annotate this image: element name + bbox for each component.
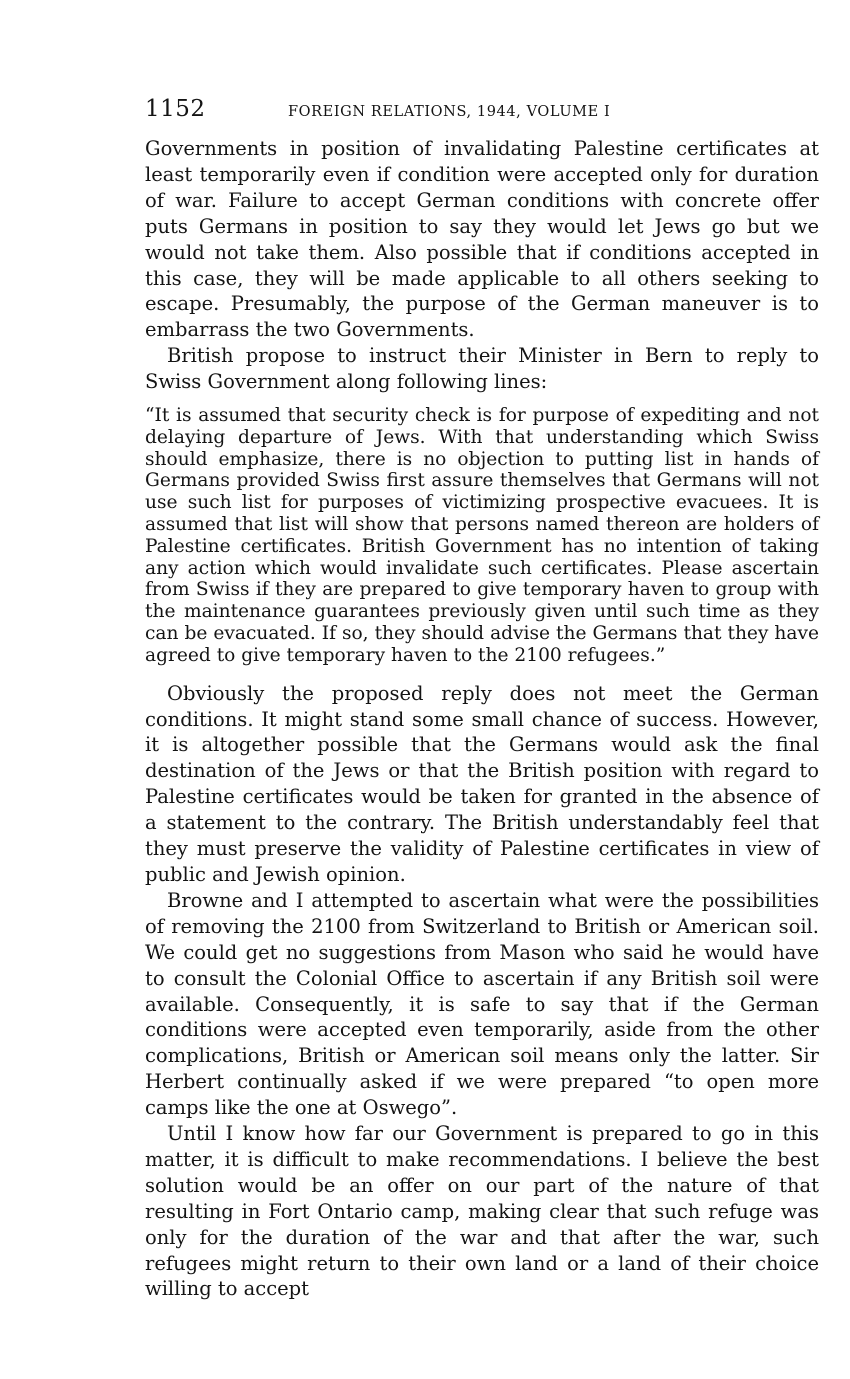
paragraph-recommendation: Until I know how far our Government is prepared to go in this matter, it is difficult to make recommendations. I believe the best solution would be an offer on our part of the nature of that resulting in Fort Ontario camp, making clear that such refuge was only for the duration of the war and that after the war, such refugees might return to their own land or a land of their choice willing to accept (145, 1122, 819, 1301)
paragraph-british-proposal: British propose to instruct their Minister in Bern to reply to Swiss Government along following lines: (145, 344, 819, 394)
quoted-instruction: “It is assumed that security check is for purpose of expediting and not delaying departure of Jews. With that understanding which Swiss should emphasize, there is no objection to putting list in hands of Germans provided Swiss first assure themselves that Germans will not use such list for purposes of victimizing prospective evacuees. It is assumed that list will show that persons named thereon are holders of Palestine certificates. British Government has no intention of taking any action which would invalidate such certificates. Please ascertain from Swiss if they are prepared to give temporary haven to group with the maintenance guarantees previously given until such time as they can be evacuated. If so, they should advise the Germans that they have agreed to give temporary haven to the 2100 refugees.” (145, 405, 819, 666)
running-header (145, 96, 819, 136)
paragraph-analysis: Obviously the proposed reply does not meet the German conditions. It might stand some small chance of success. However, it is altogether possible that the Germans would ask the final destination of the Jews or that the British position with regard to Palestine certificates would be taken for granted in the absence of a statement to the contrary. The British understandably feel that they must preserve the validity of Palestine certificates in view of public and Jewish opinion. (145, 681, 819, 886)
paragraph-browne-attempt: Browne and I attempted to ascertain what were the possibilities of removing the 2100 from Switzerland to British or American soil. We could get no suggestions from Mason who said he would have to consult the Colonial Office to ascertain if any British soil were available. Consequently, it is safe to say that if the German conditions were accepted even temporarily, aside from the other complications, British or American soil means only the latter. Sir Herbert continually asked if we were prepared “to open more camps like the one at Oswego”. (145, 888, 819, 1120)
page-number: 1152 (145, 96, 206, 122)
running-title: FOREIGN RELATIONS, 1944, VOLUME I (288, 104, 611, 120)
paragraph-continuation: Governments in position of invalidating Palestine certificates at least temporarily even if condition were accepted only for duration of war. Failure to accept German conditions with concrete offer puts Germans in position to say they would let Jews go but we would not take them. Also possible that if conditions accepted in this case, they will be made applicable to all others seeking to escape. Presumably, the purpose of the German maneuver is to embarrass the two Governments. (145, 137, 819, 342)
document-page (145, 96, 819, 1302)
